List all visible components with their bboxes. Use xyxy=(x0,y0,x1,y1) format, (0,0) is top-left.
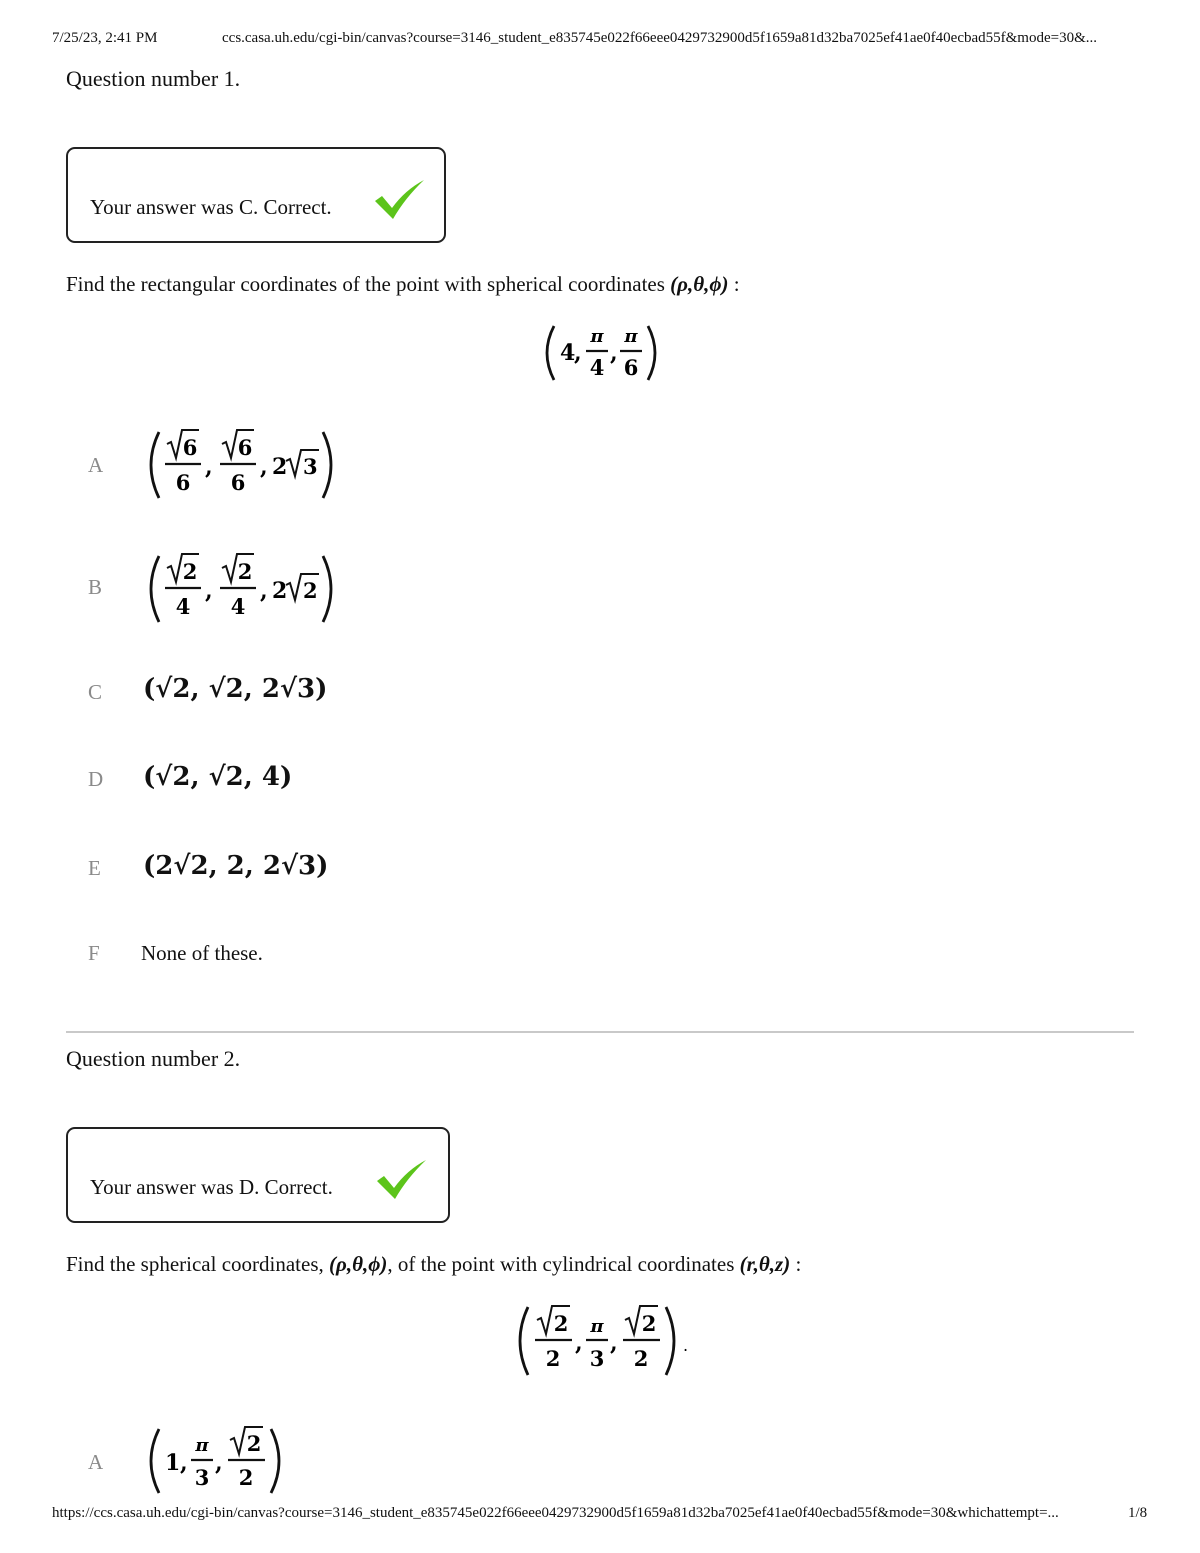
checkmark-icon xyxy=(372,177,426,221)
question-1-result-box xyxy=(66,147,446,243)
question-2-result-text: Your answer was D. Correct. xyxy=(90,1175,333,1199)
print-date: 7/25/23, 2:41 PM xyxy=(52,30,158,46)
svg-text:2: 2 xyxy=(246,1431,262,1456)
svg-text:2: 2 xyxy=(238,1465,254,1490)
question-divider xyxy=(66,1031,1134,1033)
svg-text:2: 2 xyxy=(272,454,288,480)
svg-text:,: , xyxy=(610,1330,618,1356)
svg-text:3: 3 xyxy=(303,454,318,479)
option-e-letter[interactable]: E xyxy=(88,856,101,880)
question-1-prompt: Find the rectangular coordinates of the point with spherical coordinates (ρ,θ,ϕ) : xyxy=(66,272,740,296)
given-phi-den: 6 xyxy=(623,355,639,380)
svg-text:2: 2 xyxy=(633,1346,649,1371)
svg-text:π: π xyxy=(590,1316,604,1337)
print-url: ccs.casa.uh.edu/cgi-bin/canvas?course=3146_student_e835745e022f66eee0429732900d5f1659a81d32ba7025ef41ae0f40ecbad55f&mode=30&... xyxy=(222,30,1097,46)
question-2-prompt: Find the spherical coordinates, (ρ,θ,ϕ), of the point with cylindrical coordinates (r,θ,z) : xyxy=(66,1252,802,1276)
svg-text:6: 6 xyxy=(182,435,198,460)
option-d-expression[interactable]: (√2, √2, 4) xyxy=(143,762,293,792)
q2-option-a-letter[interactable]: A xyxy=(88,1450,104,1474)
svg-text:6: 6 xyxy=(230,470,246,495)
svg-text:,: , xyxy=(260,454,268,480)
option-f-text[interactable]: None of these. xyxy=(141,941,263,965)
svg-text:,: , xyxy=(260,578,268,604)
given-theta-den: 4 xyxy=(589,355,605,380)
option-b-letter[interactable]: B xyxy=(88,575,103,599)
option-a-letter[interactable]: A xyxy=(88,453,104,477)
svg-text:3: 3 xyxy=(589,1346,605,1371)
cylindrical-variables: (r,θ,z) xyxy=(739,1252,791,1276)
svg-text:,: , xyxy=(215,1450,223,1476)
svg-text:,: , xyxy=(205,578,213,604)
question-2-number: Question number 2. xyxy=(66,1046,241,1071)
option-c-letter[interactable]: C xyxy=(88,680,103,704)
option-b-expression[interactable] xyxy=(143,552,343,626)
given-rho: 4 xyxy=(560,340,576,366)
svg-text:3: 3 xyxy=(194,1465,210,1490)
svg-text:4: 4 xyxy=(175,594,191,619)
svg-text:,: , xyxy=(180,1450,188,1476)
svg-text:2: 2 xyxy=(237,559,253,584)
given-phi-num: π xyxy=(624,326,638,347)
spherical-variables: (ρ,θ,ϕ) xyxy=(329,1252,388,1276)
option-f-letter[interactable]: F xyxy=(88,941,100,965)
page-number: 1/8 xyxy=(1128,1505,1148,1521)
question-1-result-text: Your answer was C. Correct. xyxy=(90,195,332,219)
footer-url: https://ccs.casa.uh.edu/cgi-bin/canvas?course=3146_student_e835745e022f66eee0429732900d5f1659a81d32ba7025ef41ae0f40ecbad55f&mode=30&whichattempt=... xyxy=(52,1505,1059,1521)
svg-text:π: π xyxy=(195,1435,209,1456)
svg-text:2: 2 xyxy=(272,578,288,604)
question-2-result-box xyxy=(66,1127,450,1223)
option-d-letter[interactable]: D xyxy=(88,767,104,791)
svg-text:6: 6 xyxy=(237,435,253,460)
option-a-expression[interactable] xyxy=(143,428,343,502)
svg-text:2: 2 xyxy=(303,578,318,603)
svg-text:.: . xyxy=(683,1336,689,1355)
question-1-number: Question number 1. xyxy=(66,66,241,91)
given-theta-num: π xyxy=(590,326,604,347)
svg-text:2: 2 xyxy=(182,559,198,584)
question-1-given-point xyxy=(540,320,670,386)
option-c-expression[interactable]: (√2, √2, 2√3) xyxy=(143,674,328,704)
svg-text:2: 2 xyxy=(641,1311,657,1336)
svg-text:2: 2 xyxy=(553,1311,569,1336)
svg-text:,: , xyxy=(610,340,618,366)
svg-text:1: 1 xyxy=(165,1450,181,1476)
option-e-expression[interactable]: (2√2, 2, 2√3) xyxy=(143,851,329,881)
q2-option-a-expression[interactable] xyxy=(143,1425,293,1497)
svg-text:6: 6 xyxy=(175,470,191,495)
checkmark-icon xyxy=(374,1157,428,1201)
question-2-given-point xyxy=(512,1303,698,1379)
svg-text:2: 2 xyxy=(545,1346,561,1371)
svg-text:,: , xyxy=(575,1330,583,1356)
svg-text:,: , xyxy=(205,454,213,480)
svg-text:4: 4 xyxy=(230,594,246,619)
svg-text:,: , xyxy=(574,340,582,366)
spherical-variables: (ρ,θ,ϕ) xyxy=(670,272,729,296)
